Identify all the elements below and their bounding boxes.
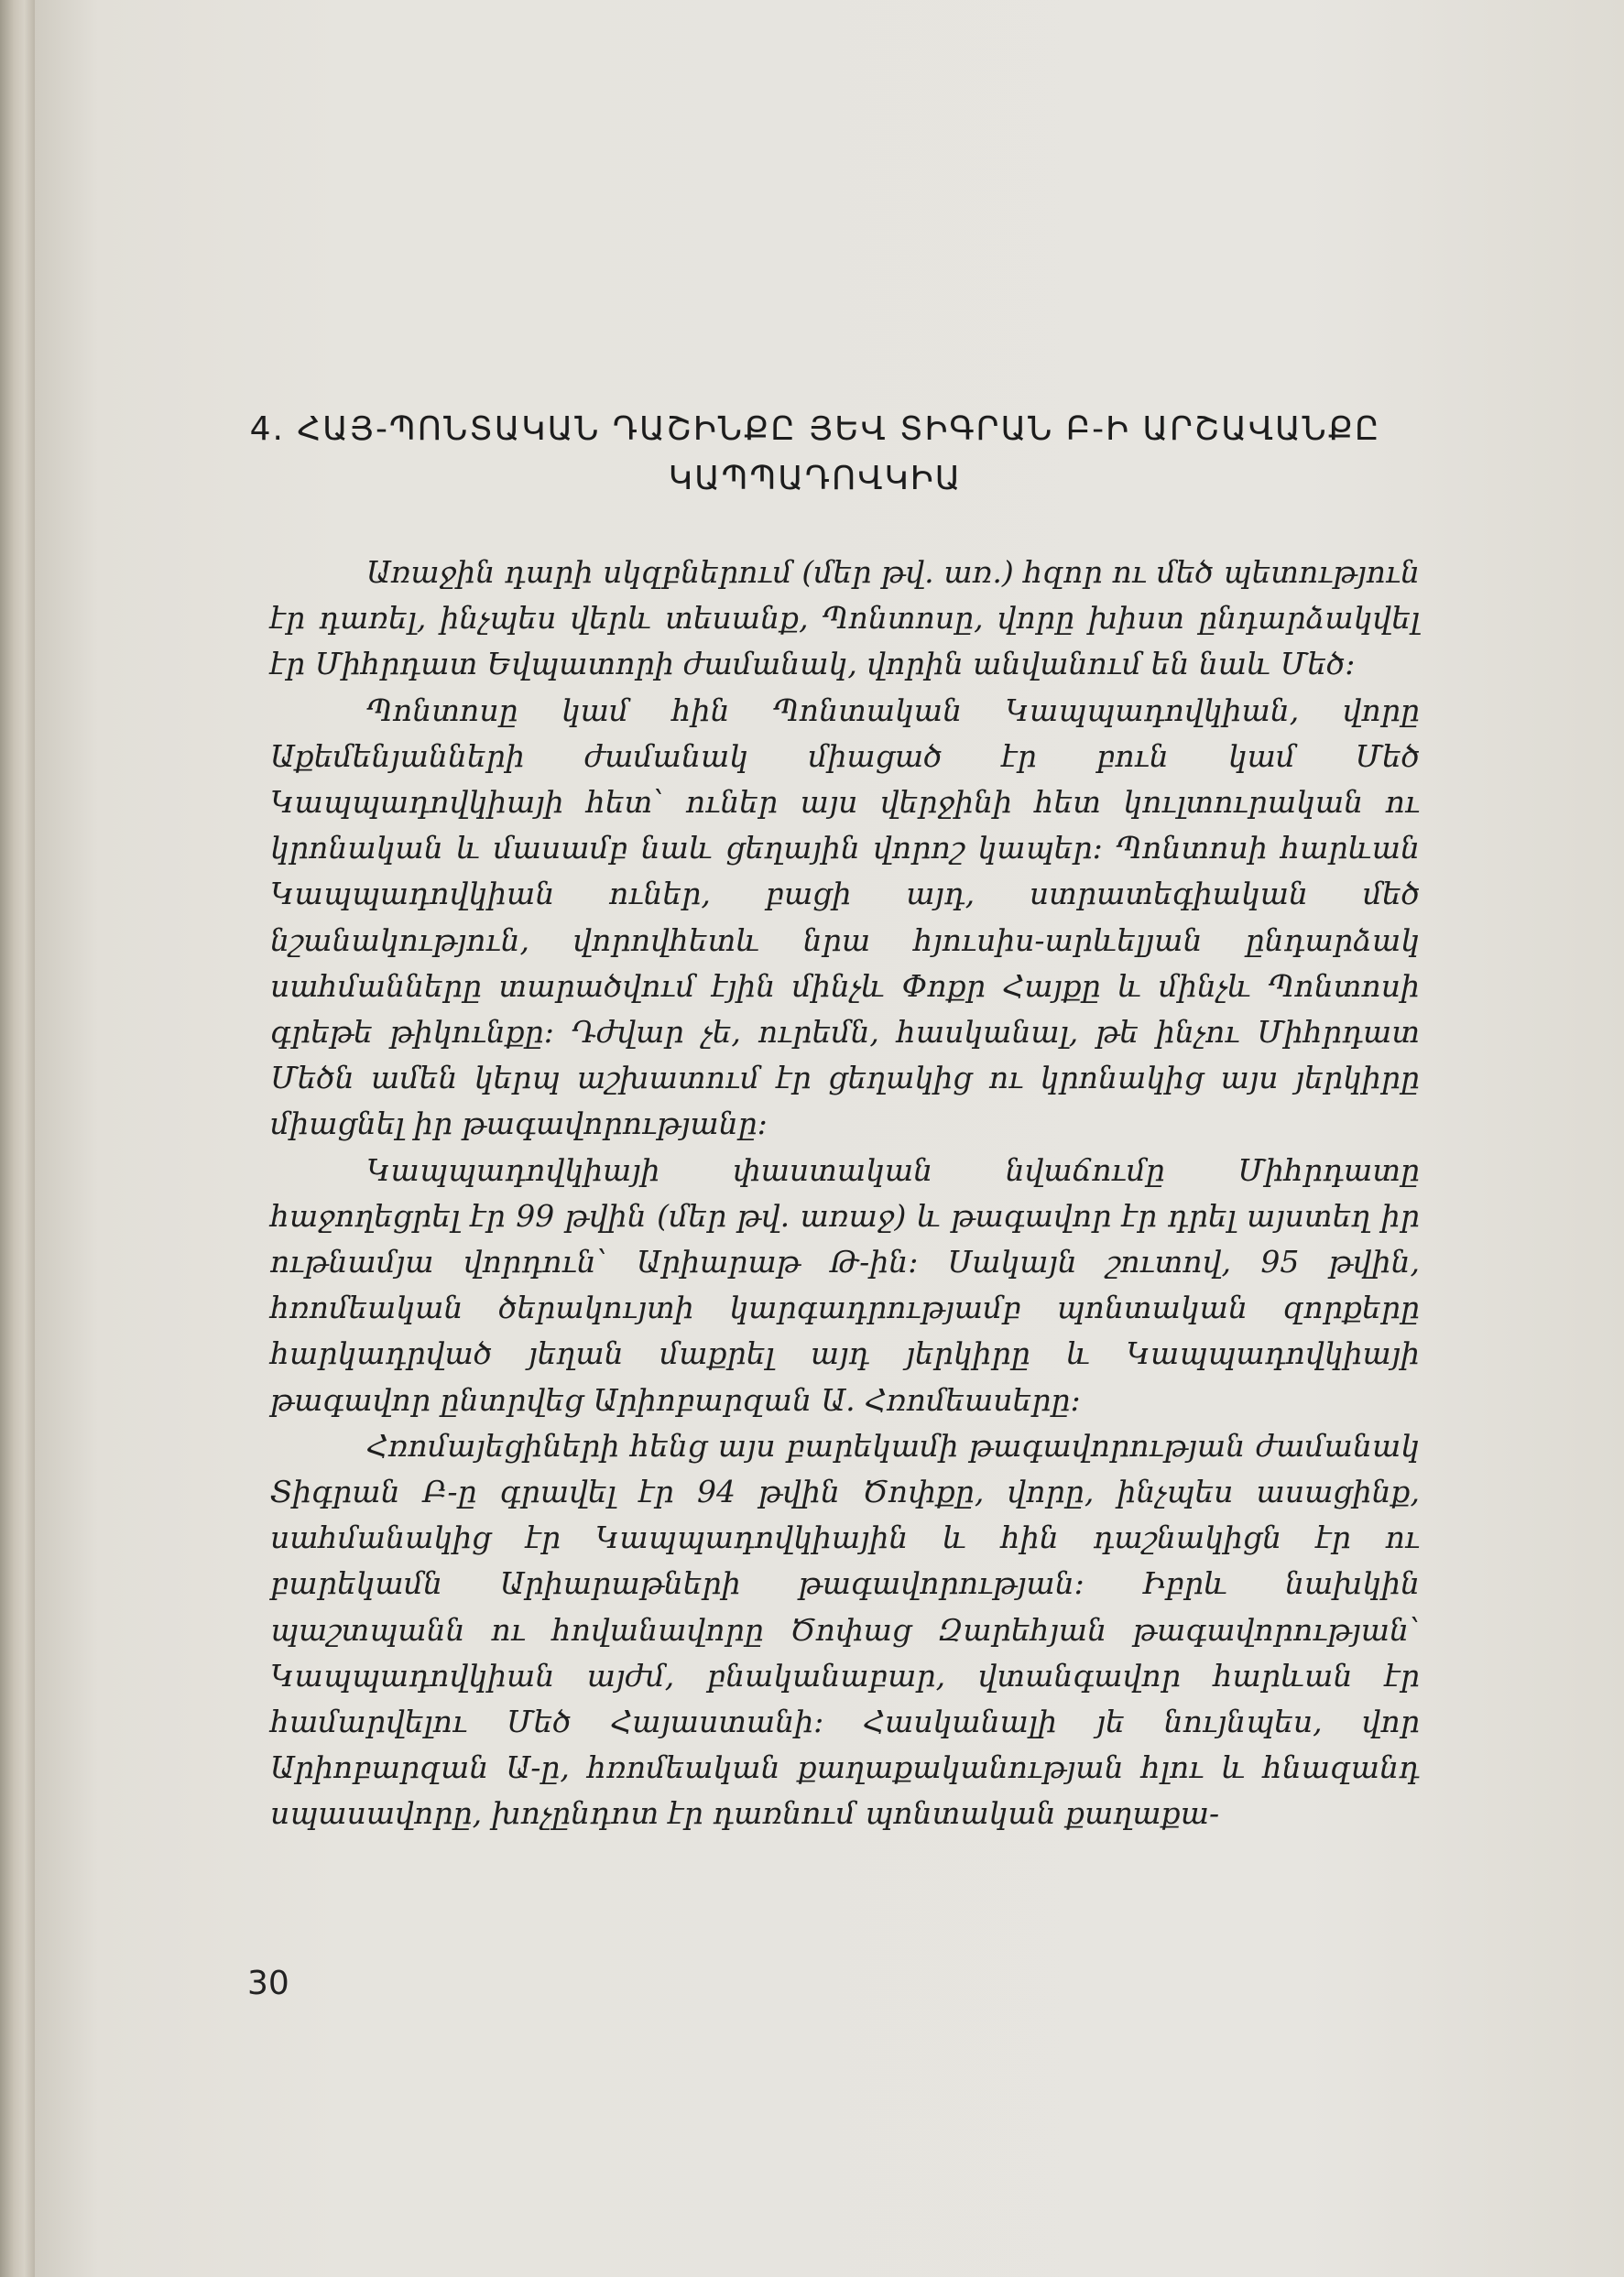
book-spine bbox=[0, 0, 35, 2277]
chapter-heading-line-1: 4. ՀԱՅ-ՊՈՆՏԱԿԱՆ ԴԱՇԻՆՔԸ ՅԵՎ ՏԻԳՐԱՆ Բ-Ի ԱՐՇԱՎԱՆՔԸ bbox=[249, 410, 1381, 448]
chapter-heading-line-2: ԿԱՊՊԱԴՈՎԿԻԱ bbox=[668, 460, 963, 497]
chapter-heading bbox=[183, 405, 1447, 504]
body-text bbox=[270, 550, 1420, 1837]
paragraph-3: Կապպադովկիայի փաստական նվաճումը Միհրդատը հաջողեցրել էր 99 թվին (մեր թվ. առաջ) և թագավոր էր դրել այստեղ իր ութնամյա վորդուն՝ Արիարաթ Թ-ին։ Սակայն շուտով, 95 թվին, հռոմեական ծերակույտի կարգադրությամբ պոնտական զորքերը հարկադրված յեղան մաքրել այդ յերկիրը և Կապպադովկիայի թագավոր ընտրվեց Արիոբարզան Ա. Հռոմեասերը։ bbox=[270, 1151, 1420, 1418]
paragraph-4: Հռոմայեցիների հենց այս բարեկամի թագավորության ժամանակ Տիգրան Բ-ը գրավել էր 94 թվին Ծոփքը, վորը, ինչպես ասացինք, սահմանակից էր Կապպադովկիային և հին դաշնակիցն էր ու բարեկամն Արիարաթների թագավորության։ Իբրև նախկին պաշտպանն ու հովանավորը Ծոփաց Զարեհյան թագավորության՝ Կապպադովկիան այժմ, բնականաբար, վտանգավոր հարևան էր համարվելու Մեծ Հայաստանի։ Հասկանալի յե նույնպես, վոր Արիոբարզան Ա-ը, հռոմեական քաղաքականության հլու և հնազանդ սպասավորը, խոչընդոտ էր դառնում պոնտական քաղաքա- bbox=[270, 1427, 1420, 1832]
page-number: 30 bbox=[247, 1965, 289, 2002]
paragraph-2: Պոնտոսը կամ հին Պոնտական Կապպադովկիան, վորը Աքեմենյանների ժամանակ միացած էր բուն կամ Մեծ Կապպադովկիայի հետ՝ ուներ այս վերջինի հետ կուլտուրական ու կրոնական և մասամբ նաև ցեղային վորոշ կապեր։ Պոնտոսի հարևան Կապպադովկիան ուներ, բացի այդ, ստրատեգիական մեծ նշանակություն, վորովհետև նրա հյուսիս-արևելյան ընդարձակ սահմանները տարածվում էյին մինչև Փոքր Հայքը և մինչև Պոնտոսի գրեթե թիկունքը։ Դժվար չե, ուրեմն, հասկանալ, թե ինչու Միհրդատ Մեծն ամեն կերպ աշխատում էր ցեղակից ու կրոնակից այս յերկիրը միացնել իր թագավորությանը։ bbox=[270, 692, 1420, 1142]
paragraph-1: Առաջին դարի սկզբներում (մեր թվ. առ.) հզոր ու մեծ պետություն էր դառել, ինչպես վերև տեսանք, Պոնտոսը, վորը խիստ ընդարձակվել էր Միհրդատ Եվպատորի ժամանակ, վորին անվանում են նաև Մեծ։ bbox=[270, 554, 1420, 682]
